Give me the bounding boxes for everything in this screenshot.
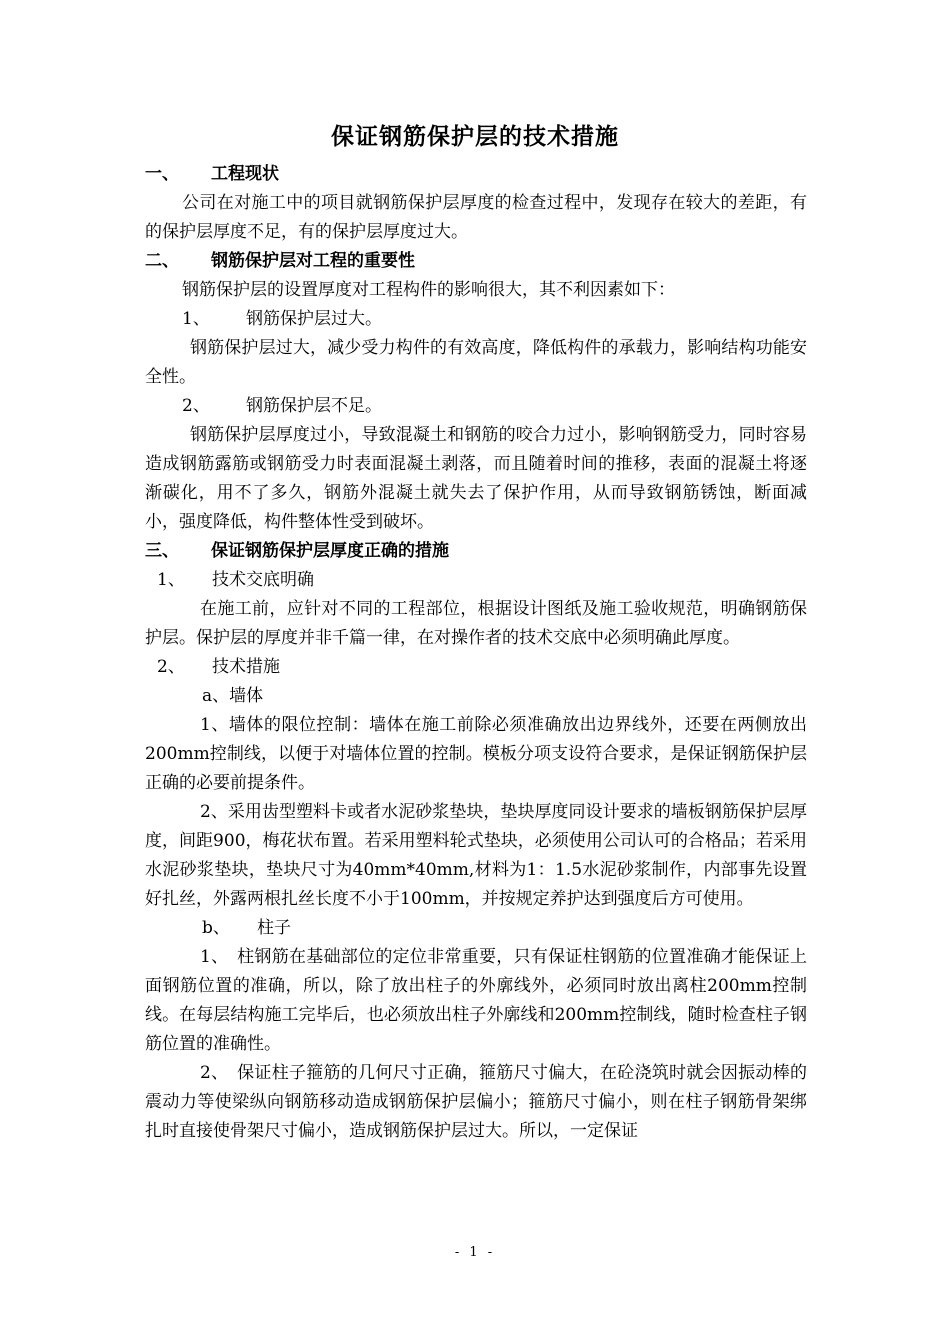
section-title: 保证钢筋保护层厚度正确的措施 — [211, 541, 449, 561]
list-item — [145, 305, 807, 334]
list-item — [145, 392, 807, 421]
sub-heading — [145, 914, 807, 943]
section-title: 工程现状 — [211, 164, 279, 184]
list-number: 1、 — [182, 309, 210, 329]
list-number: b、 — [202, 918, 230, 938]
section-heading-3 — [145, 537, 807, 566]
sub-heading: a、墙体 — [202, 686, 264, 706]
paragraph: 公司在对施工中的项目就钢筋保护层厚度的检查过程中，发现存在较大的差距，有的保护层厚度不足，有的保护层厚度过大。 — [145, 193, 807, 242]
section-heading-2 — [145, 247, 807, 276]
list-label: 钢筋保护层不足。 — [246, 396, 382, 416]
paragraph: 1、 柱钢筋在基础部位的定位非常重要，只有保证柱钢筋的位置准确才能保证上面钢筋位置的准确，所以，除了放出柱子的外廓线外，必须同时放出离柱200mm控制线。在每层结构施工完毕后，也必须放出柱子外廓线和200mm控制线，随时检查柱子钢筋位置的准确性。 — [145, 947, 807, 1054]
list-item — [145, 653, 807, 682]
list-label: 钢筋保护层过大。 — [246, 309, 382, 329]
list-number: 2、 — [157, 657, 185, 677]
section-number: 二、 — [145, 251, 179, 271]
page-title: 保证钢筋保护层的技术措施 — [331, 123, 619, 150]
list-item — [145, 566, 807, 595]
list-number: 2、 — [182, 396, 210, 416]
paragraph: 2、 保证柱子箍筋的几何尺寸正确，箍筋尺寸偏大，在砼浇筑时就会因振动棒的震动力等使梁纵向钢筋移动造成钢筋保护层偏小；箍筋尺寸偏小，则在柱子钢筋骨架绑扎时直接使骨架尺寸偏小，造成钢筋保护层过大。所以，一定保证 — [145, 1063, 807, 1141]
list-label: 技术措施 — [212, 657, 280, 677]
list-label: 柱子 — [257, 918, 291, 938]
paragraph: 钢筋保护层过大，减少受力构件的有效高度，降低构件的承载力，影响结构功能安全性。 — [145, 338, 807, 387]
paragraph: 钢筋保护层的设置厚度对工程构件的影响很大，其不利因素如下： — [182, 280, 675, 300]
paragraph: 2、采用齿型塑料卡或者水泥砂浆垫块，垫块厚度同设计要求的墙板钢筋保护层厚度，间距900，梅花状布置。若采用塑料轮式垫块，必须使用公司认可的合格品；若采用水泥砂浆垫块，垫块尺寸为40mm*40mm,材料为1：1.5水泥砂浆制作，内部事先设置好扎丝，外露两根扎丝长度不小于100mm，并按规定养护达到强度后方可使用。 — [145, 802, 807, 909]
section-title: 钢筋保护层对工程的重要性 — [211, 251, 415, 271]
section-heading-1 — [145, 160, 807, 189]
paragraph: 1、墙体的限位控制：墙体在施工前除必须准确放出边界线外，还要在两侧放出200mm控制线，以便于对墙体位置的控制。模板分项支设符合要求，是保证钢筋保护层正确的必要前提条件。 — [145, 715, 807, 793]
document-body — [145, 160, 807, 1146]
page-number: - 1 - — [454, 1245, 496, 1260]
paragraph: 在施工前，应针对不同的工程部位，根据设计图纸及施工验收规范，明确钢筋保护层。保护层的厚度并非千篇一律，在对操作者的技术交底中必须明确此厚度。 — [145, 599, 807, 648]
list-label: 技术交底明确 — [212, 570, 314, 590]
list-number: 1、 — [157, 570, 185, 590]
section-number: 三、 — [145, 541, 179, 561]
section-number: 一、 — [145, 164, 179, 184]
paragraph: 钢筋保护层厚度过小，导致混凝土和钢筋的咬合力过小，影响钢筋受力，同时容易造成钢筋露筋或钢筋受力时表面混凝土剥落，而且随着时间的推移，表面的混凝土将逐渐碳化，用不了多久，钢筋外混凝土就失去了保护作用，从而导致钢筋锈蚀，断面减小，强度降低，构件整体性受到破坏。 — [145, 425, 807, 532]
